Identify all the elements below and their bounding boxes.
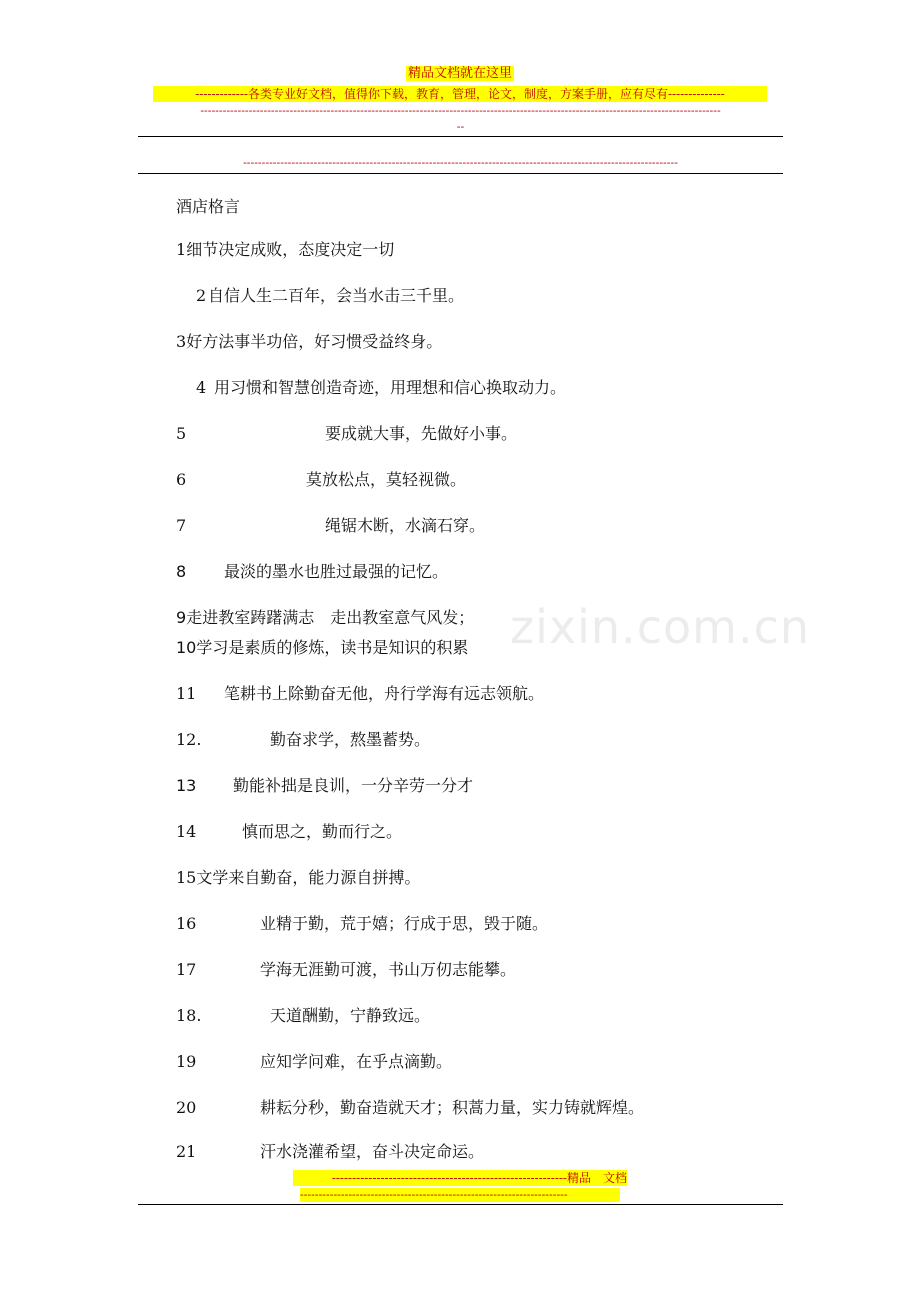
motto-item (176, 637, 468, 659)
motto-item (176, 561, 448, 583)
motto-text: 绳锯木断，水滴石穿。 (325, 516, 486, 535)
motto-text: 学海无涯勤可渡，书山万仞志能攀。 (260, 960, 517, 979)
header-dash-line: -------------------------------------------------------------------------------------------------------------------------------------------- (200, 104, 721, 117)
motto-item (196, 377, 566, 399)
motto-number: 2 (196, 286, 207, 305)
motto-text: 笔耕书上除勤奋无他，舟行学海有远志领航。 (224, 684, 545, 703)
motto-number: 12. (176, 730, 202, 749)
motto-number: 3 (176, 332, 187, 351)
motto-number: 14 (176, 822, 197, 841)
document-title: 酒店格言 (176, 197, 241, 216)
motto-text: 业精于勤，荒于嬉；行成于思，毁于随。 (260, 914, 549, 933)
motto-text: 莫放松点，莫轻视微。 (306, 470, 467, 489)
motto-number: 19 (176, 1052, 197, 1071)
motto-item (176, 331, 442, 353)
motto-number: 20 (176, 1098, 197, 1117)
motto-item (176, 1051, 452, 1073)
motto-number: 6 (176, 470, 187, 489)
footer-line-2: ------------------------------------------------------------------------ (300, 1188, 620, 1202)
motto-item (176, 867, 420, 889)
motto-text: 用习惯和智慧创造奇迹，用理想和信心换取动力。 (214, 378, 567, 397)
motto-item (196, 285, 464, 307)
motto-text: 学习是素质的修炼，读书是知识的积累 (196, 638, 469, 657)
motto-number: 17 (176, 960, 197, 979)
motto-number: 13 (176, 776, 197, 795)
motto-text: 勤能补拙是良训，一分辛劳一分才 (233, 776, 474, 795)
motto-number: 16 (176, 914, 197, 933)
header-subtitle: -------------各类专业好文档，值得你下载，教育，管理，论文，制度，方案手册，应有尽有-------------- (153, 86, 767, 102)
header-rule-2 (138, 173, 783, 174)
motto-item (176, 239, 394, 261)
motto-text: 好方法事半功倍，好习惯受益终身。 (186, 332, 443, 351)
motto-item (176, 1005, 430, 1027)
header-dash-line-cont: -- (456, 120, 465, 133)
motto-number: 1 (176, 240, 187, 259)
header-dash-line-2: --------------------------------------------------------------------------------------------------------------------- (243, 156, 678, 169)
watermark: zixin.com.cn (510, 600, 811, 654)
motto-item (176, 959, 516, 981)
motto-text: 汗水浇灌希望，奋斗决定命运。 (260, 1142, 485, 1161)
motto-number: 10 (176, 638, 197, 657)
motto-text: 勤奋求学，熬墨蓄势。 (270, 730, 431, 749)
motto-number: 4 (196, 378, 207, 397)
motto-text: 文学来自勤奋，能力源自拼搏。 (196, 868, 421, 887)
motto-item (176, 515, 485, 537)
motto-text: 走进教室踌躇满志 走出教室意气风发； (186, 608, 475, 627)
motto-item (176, 775, 473, 797)
motto-text: 慎而思之，勤而行之。 (242, 822, 403, 841)
motto-text: 天道酬勤，宁静致远。 (270, 1006, 431, 1025)
motto-text: 最淡的墨水也胜过最强的记忆。 (224, 562, 449, 581)
motto-item (176, 1141, 484, 1163)
motto-item (176, 683, 544, 705)
motto-text: 细节决定成败，态度决定一切 (186, 240, 395, 259)
motto-text: 自信人生二百年，会当水击三千里。 (208, 286, 465, 305)
footer-rule (138, 1204, 783, 1205)
motto-text: 应知学问难，在乎点滴勤。 (260, 1052, 453, 1071)
motto-number: 8 (176, 562, 187, 581)
motto-item (176, 469, 466, 491)
header-title: 精品文档就在这里 (407, 66, 512, 81)
motto-number: 9 (176, 608, 187, 627)
motto-item (176, 423, 517, 445)
motto-number: 15 (176, 868, 197, 887)
motto-number: 7 (176, 516, 187, 535)
motto-number: 11 (176, 684, 197, 703)
motto-number: 21 (176, 1142, 197, 1161)
motto-number: 5 (176, 424, 187, 443)
motto-item (176, 821, 402, 843)
motto-text: 要成就大事，先做好小事。 (325, 424, 518, 443)
motto-item (176, 913, 548, 935)
header-rule (138, 136, 783, 137)
motto-item (176, 607, 474, 629)
footer-line-1: ----------------------------------------------------------精品 文档 (293, 1170, 627, 1186)
motto-item (176, 1097, 644, 1119)
motto-text: 耕耘分秒，勤奋造就天才；积蒿力量，实力铸就辉煌。 (260, 1098, 645, 1117)
motto-number: 18. (176, 1006, 202, 1025)
motto-item (176, 729, 430, 751)
